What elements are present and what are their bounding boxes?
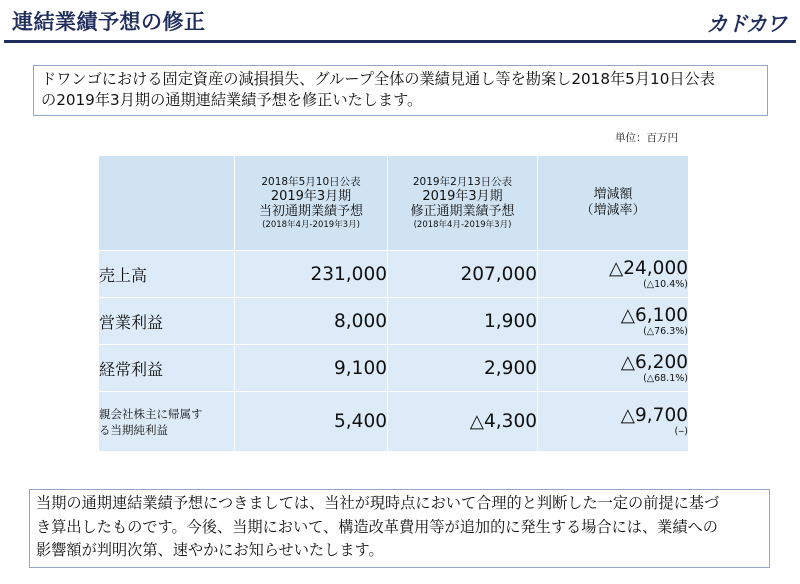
row-label: 経常利益 — [99, 345, 235, 392]
revised-value: △4,300 — [388, 392, 538, 452]
row-label — [99, 392, 235, 452]
change-value: △6,200 — [620, 351, 688, 373]
change-cell — [538, 345, 689, 392]
change-rate: (‒) — [674, 426, 688, 437]
table-row — [99, 251, 689, 298]
change-value: △24,000 — [609, 257, 688, 279]
initial-forecast-name: 当初通期業績予想 — [258, 204, 363, 220]
intro-line-1: ドワンゴにおける固定資産の減損損失、グループ全体の業績見通し等を勘案し2018年5月10日公表 — [41, 70, 715, 88]
initial-value: 231,000 — [235, 251, 388, 298]
header-divider — [4, 40, 796, 43]
change-rate-header: （増減率） — [580, 203, 646, 218]
initial-announce-date: 2018年5月10日公表 — [261, 176, 361, 189]
slide-header — [0, 0, 800, 46]
change-rate: (△76.3%) — [643, 325, 688, 337]
header-change — [538, 156, 689, 251]
revised-period: 2019年3月期 — [422, 188, 503, 204]
change-cell — [538, 251, 689, 298]
change-value: △9,700 — [620, 405, 688, 426]
row-label-line-2: る当期純利益 — [99, 422, 168, 437]
unit-label: 単位：百万円 — [615, 132, 678, 144]
revised-range: (2018年4月-2019年3月) — [413, 219, 512, 230]
change-rate: (△10.4%) — [643, 278, 688, 290]
header-revised-forecast — [388, 156, 538, 251]
initial-range: (2018年4月-2019年3月) — [262, 219, 360, 230]
table-header-row — [99, 156, 689, 251]
table-row — [99, 345, 689, 392]
revised-value: 1,900 — [388, 298, 538, 345]
row-label: 売上高 — [99, 251, 235, 298]
page-title: 連結業績予想の修正 — [12, 10, 206, 34]
footer-note-box — [29, 489, 770, 568]
revised-announce-date: 2019年2月13日公表 — [412, 176, 513, 189]
change-amount-header: 増減額 — [593, 187, 633, 203]
footer-line-1: 当期の通期連結業績予想につきましては、当社が現時点において合理的と判断した一定の前提に基づ — [36, 494, 720, 512]
revised-forecast-name: 修正通期業績予想 — [410, 204, 515, 220]
initial-value: 5,400 — [235, 392, 388, 452]
intro-box — [33, 65, 768, 116]
row-label: 営業利益 — [99, 298, 235, 345]
initial-value: 8,000 — [235, 298, 388, 345]
change-rate: (△68.1%) — [643, 372, 688, 384]
row-label-line-1: 親会社株主に帰属す — [99, 406, 203, 421]
change-cell — [538, 298, 689, 345]
footer-line-2: き算出したものです。今後、当期において、構造改革費用等が追加的に発生する場合には、業績への — [36, 517, 718, 536]
company-logo: カドカワ — [706, 12, 786, 36]
table-row — [99, 298, 689, 345]
revised-value: 2,900 — [388, 345, 538, 392]
change-cell — [538, 392, 689, 452]
forecast-table — [98, 155, 689, 452]
header-blank-cell — [99, 156, 235, 251]
intro-line-2: の2019年3月期の通期連結業績予想を修正いたします。 — [41, 91, 423, 109]
initial-period: 2019年3月期 — [270, 188, 352, 204]
table-row — [99, 392, 689, 452]
initial-value: 9,100 — [235, 345, 388, 392]
header-initial-forecast — [235, 156, 388, 251]
revised-value: 207,000 — [388, 251, 538, 298]
footer-line-3: 影響額が判明次第、速やかにお知らせいたします。 — [36, 541, 384, 559]
change-value: △6,100 — [620, 304, 688, 326]
